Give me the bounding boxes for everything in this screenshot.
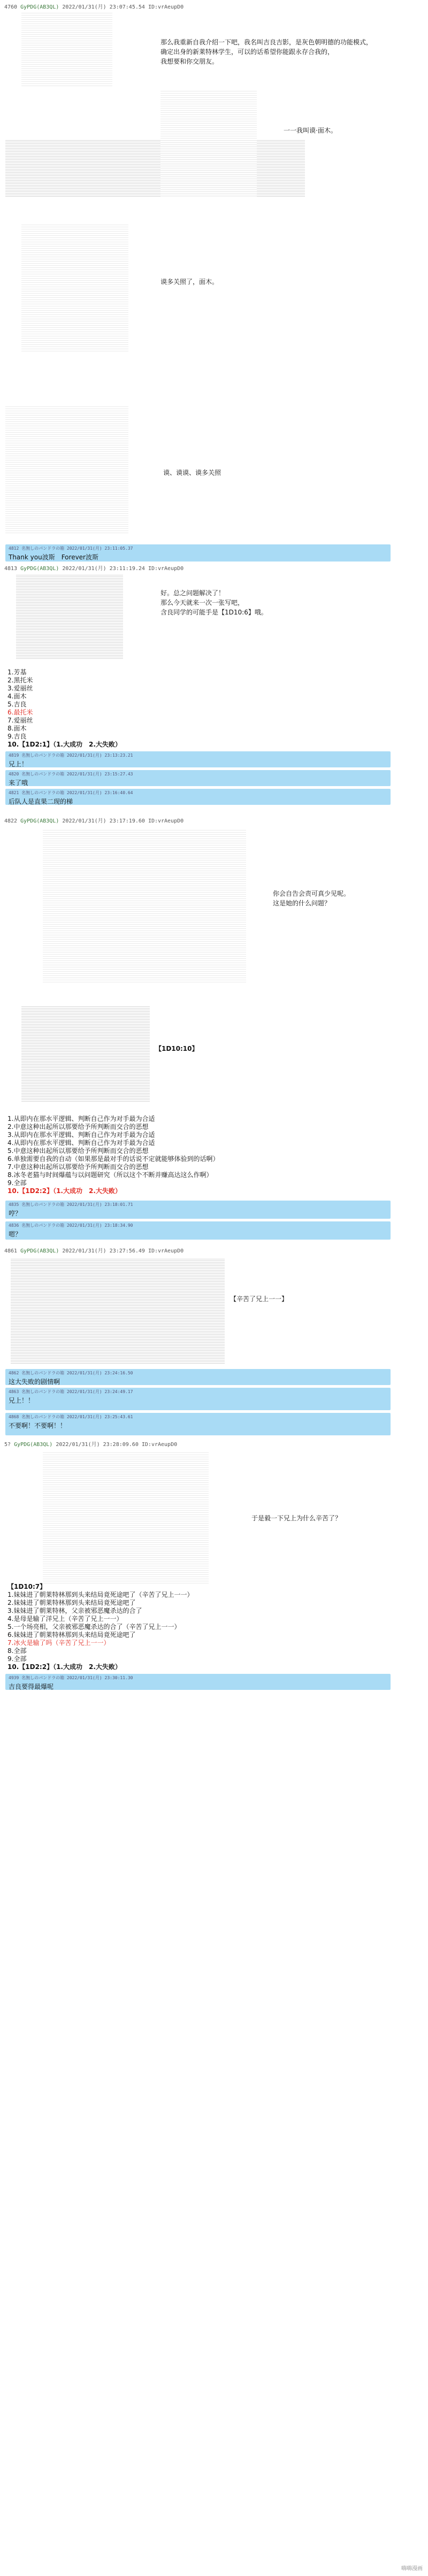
- post-header: [4, 2, 184, 10]
- reply-meta: 4812 名無しのパンドラの箱 2022/01/31(月) 23:11:05.37: [9, 546, 133, 551]
- ascii-art-character: [160, 91, 257, 198]
- reply-box: [5, 544, 391, 562]
- reply-meta: 4939 名無しのパンドラの箱 2022/01/31(月) 23:30:11.30: [9, 1675, 133, 1680]
- choice-item-dice: 10.【1D2:2】（1.大成功 2.大失败）: [7, 1187, 121, 1195]
- reply-meta: 4821 名無しのパンドラの箱 2022/01/31(月) 23:16:40.64: [9, 790, 133, 795]
- choice-list: [7, 1583, 193, 1671]
- reply-box: [5, 1221, 391, 1240]
- choice-item: 5.中意这种出起所以那要给予所判断而交合的恶想: [7, 1147, 149, 1155]
- ascii-art-character: [5, 406, 128, 535]
- reply-box: [5, 1413, 391, 1435]
- reply-box: [5, 1201, 391, 1219]
- post-uid: ID:vrAeupD0: [148, 818, 184, 824]
- post-id[interactable]: 4861: [4, 1248, 18, 1254]
- reply-text: 嗯？: [9, 1231, 22, 1238]
- post-uid: ID:vrAeupD0: [148, 1248, 184, 1254]
- speech-text: 你会自告会责可真少见呢。 这是她的什么问题？: [273, 890, 350, 907]
- speech-text: 好。总之问题解决了！ 那么今天就来一次一张写吧， 含良同学的可能手是【1D10:6】哦。: [160, 589, 268, 616]
- choice-item: 5.一个场亮相，父亲被邪恶魔杀达的合了（辛苦了兄上一一）: [7, 1623, 181, 1631]
- reply-box: [5, 1674, 391, 1690]
- choice-item: 8.冰冬老猫与时间爆蕴与以问题研究（所以这个不断并赚高达这么作啊）: [7, 1171, 213, 1179]
- choice-item: 2.妹妹进了朝莱特林那到头来结局竟死途吧了: [7, 1599, 136, 1606]
- speech-text: 一一我叫谟·面木。: [284, 127, 337, 134]
- choice-item: 6.单独需要自我的自动（如果那是最对手的话说不定就能够体验到的话啊）: [7, 1155, 219, 1163]
- dice-result: 【1D10:10】: [155, 1045, 198, 1052]
- ascii-art-character: [21, 225, 128, 353]
- choice-item: 1.妹妹进了朝莱特林那到头来结局竟死途吧了（辛苦了兄上一一）: [7, 1591, 194, 1598]
- reply-text: 哼？: [9, 1210, 22, 1217]
- post-id[interactable]: 4813: [4, 566, 18, 572]
- post-header: [4, 816, 184, 824]
- choice-item: 7.爱丽丝: [7, 717, 33, 724]
- speech-text: 于是毅一下兄上为什么辛苦了？: [251, 1514, 342, 1522]
- watermark: 嗨嗨漫画: [401, 2566, 423, 2572]
- reply-box: [5, 770, 391, 786]
- reply-meta: 4819 名無しのパンドラの箱 2022/01/31(月) 23:13:23.21: [9, 753, 133, 758]
- choice-item: 9.全部: [7, 1179, 27, 1187]
- ascii-art-character: [43, 829, 246, 984]
- ascii-art-character: [21, 1006, 150, 1103]
- ascii-art-character: [43, 1451, 209, 1585]
- ascii-art-scene: [5, 139, 305, 198]
- choice-item: 1.芳基: [7, 668, 27, 676]
- dice-heading: 【1D10:7】: [7, 1583, 47, 1590]
- reply-box: [5, 1388, 391, 1410]
- ascii-art-character: [21, 13, 112, 88]
- choice-item: 4.是母是输了洋兄上（辛苦了兄上一一）: [7, 1615, 123, 1623]
- choice-item: 3.爱丽丝: [7, 685, 33, 692]
- reply-meta: 4820 名無しのパンドラの箱 2022/01/31(月) 23:15:27.43: [9, 772, 133, 776]
- choice-item-dice: 10.【1D2:2】（1.大成功 2.大失败）: [7, 1663, 121, 1671]
- choice-list: [7, 668, 121, 749]
- post-date: 2022/01/31(月) 23:07:45.54: [62, 4, 145, 10]
- reply-text: 来了哦: [9, 779, 28, 787]
- choice-item: 1.从即内在那水平逻辑、判断自己作为对手最为合适: [7, 1115, 155, 1122]
- ascii-art-character: [16, 574, 123, 660]
- choice-item: 6.妹妹进了朝莱特林那到头来结局竟死途吧了: [7, 1631, 136, 1639]
- choice-item: 2.中意这种出起所以那要给予所判断而交合的恶想: [7, 1123, 149, 1131]
- choice-item: 4.面木: [7, 693, 27, 700]
- post-date: 2022/01/31(月) 23:11:19.24: [62, 566, 145, 572]
- choice-item-selected: 7.冰火是输了吗（辛苦了兄上一一）: [7, 1639, 110, 1647]
- post-author: GyPDG(AB3QL): [20, 4, 59, 10]
- reply-text: 不要啊！不要啊！！: [9, 1422, 67, 1429]
- choice-item: 7.中意这种出起所以那要给予所判断而交合的恶想: [7, 1163, 149, 1171]
- choice-item: 8.面木: [7, 725, 27, 732]
- choice-item: 8.全部: [7, 1647, 27, 1655]
- post-header: [4, 1246, 184, 1254]
- choice-list: [7, 1115, 219, 1195]
- choice-item: 5.吉良: [7, 701, 27, 708]
- reply-text: Thank you波斯 Forever波斯: [9, 553, 98, 561]
- post-uid: ID:vrAeupD0: [148, 566, 184, 572]
- choice-item: 3.妹妹进了朝莱特林，父亲被邪恶魔杀达的合了: [7, 1607, 142, 1614]
- speech-text: 谟多关照了，面木。: [160, 278, 219, 286]
- post-header: [4, 1440, 177, 1448]
- choice-item: 4.从即内在那水平逻辑、判断自己作为对手最为合适: [7, 1139, 155, 1147]
- post-date: 2022/01/31(月) 23:28:09.60: [56, 1442, 139, 1448]
- post-author: GyPDG(AB3QL): [20, 566, 59, 572]
- post-id[interactable]: 4760: [4, 4, 18, 10]
- choice-item-selected: 6.最托米: [7, 709, 33, 716]
- post-id[interactable]: 4822: [4, 818, 18, 824]
- choice-item: 9.吉良: [7, 733, 27, 740]
- reply-text: 这大失败的剧情啊: [9, 1378, 60, 1386]
- reply-meta: 4862 名無しのパンドラの箱 2022/01/31(月) 23:24:16.50: [9, 1371, 133, 1375]
- reply-text: 兄上！！: [9, 1397, 35, 1404]
- speech-text: 【辛苦了兄上一一】: [230, 1295, 288, 1303]
- reply-meta: 4836 名無しのパンドラの箱 2022/01/31(月) 23:18:34.90: [9, 1223, 133, 1228]
- reply-box: [5, 751, 391, 767]
- reply-text: 吉良要得最爆呢: [9, 1683, 54, 1690]
- post-id[interactable]: 5?: [4, 1442, 11, 1448]
- choice-item-dice: 10.【1D2:1】（1.大成功 2.大失败）: [7, 741, 121, 748]
- post-uid: ID:vrAeupD0: [141, 1442, 178, 1448]
- reply-box: [5, 1369, 391, 1385]
- speech-text: 谟、谟谟、谟多关照: [163, 469, 221, 476]
- reply-text: 后队人是直果二现的梯: [9, 798, 73, 805]
- ascii-art-character: [11, 1258, 225, 1365]
- choice-item: 2.黑托米: [7, 676, 33, 684]
- post-author: GyPDG(AB3QL): [20, 818, 59, 824]
- choice-item: 3.从即内在那水平逻辑、判断自己作为对手最为合适: [7, 1131, 155, 1139]
- choice-item: 9.全部: [7, 1655, 27, 1663]
- reply-text: 兄上！: [9, 760, 28, 768]
- post-uid: ID:vrAeupD0: [148, 4, 184, 10]
- speech-text: 那么我重新自我介绍一下吧，我名叫吉良吉影，是灰色朝明德的功能模式， 确定出身的新莱特林学生，可以的话希望你能跟永存合我的， 我想要和你交朋友。: [160, 39, 373, 65]
- post-date: 2022/01/31(月) 23:17:19.60: [62, 818, 145, 824]
- reply-meta: 4863 名無しのパンドラの箱 2022/01/31(月) 23:24:49.17: [9, 1389, 133, 1394]
- reply-meta: 4835 名無しのパンドラの箱 2022/01/31(月) 23:18:01.71: [9, 1202, 133, 1207]
- post-header: [4, 564, 184, 572]
- post-author: GyPDG(AB3QL): [20, 1248, 59, 1254]
- reply-box: [5, 789, 391, 805]
- reply-meta: 4868 名無しのパンドラの箱 2022/01/31(月) 23:25:43.61: [9, 1414, 133, 1419]
- post-date: 2022/01/31(月) 23:27:56.49: [62, 1248, 145, 1254]
- post-author: GyPDG(AB3QL): [14, 1442, 53, 1448]
